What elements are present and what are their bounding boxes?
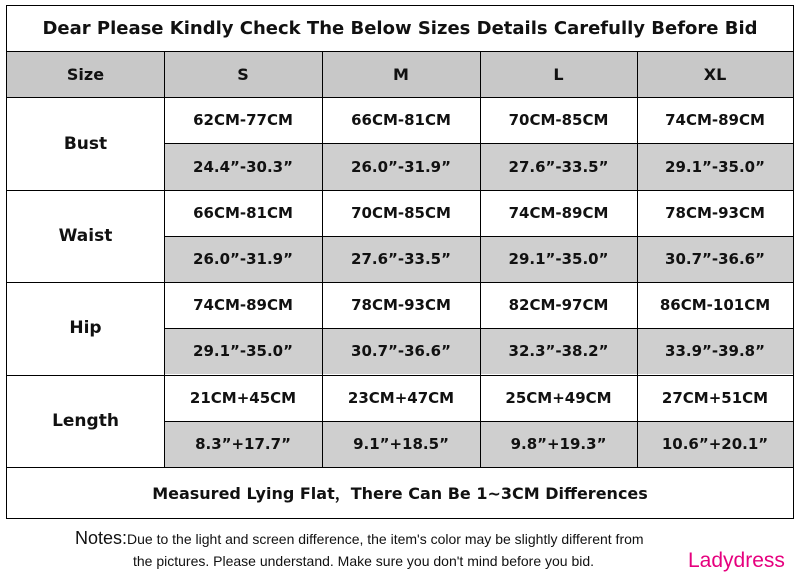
row-label-bust: Bust [63, 133, 108, 154]
grid-line [7, 282, 793, 283]
cell-inch: 33.9”-39.8” [637, 328, 793, 374]
header-size-xl: XL [637, 51, 793, 97]
cell-inch: 26.0”-31.9” [322, 143, 480, 190]
header-size-l: L [480, 51, 637, 97]
grid-line [164, 421, 793, 422]
cell-inch: 26.0”-31.9” [164, 236, 322, 282]
notes-line-2: the pictures. Please understand. Make sure you don't mind before you bid. [133, 553, 595, 569]
cell-cm: 25CM+49CM [505, 389, 612, 407]
size-chart-table [6, 5, 794, 519]
grid-line [7, 51, 793, 52]
cell-cm: 70CM-85CM [508, 111, 609, 129]
grid-line [7, 97, 793, 98]
measurement-note: Measured Lying Flat，There Can Be 1~3CM Differences [152, 484, 648, 503]
cell-inch: 10.6”+20.1” [637, 421, 793, 467]
cell-cm: 23CM+47CM [347, 389, 455, 407]
notes-heading: Notes: [75, 528, 128, 548]
cell-inch: 29.1”-35.0” [164, 328, 322, 374]
cell-inch: 9.1”+18.5” [322, 421, 480, 467]
page-title: Dear Please Kindly Check The Below Sizes Details Carefully Before Bid [42, 18, 758, 39]
notes-block [75, 528, 644, 549]
cell-cm: 78CM-93CM [351, 296, 451, 314]
grid-line [480, 51, 481, 467]
cell-cm: 78CM-93CM [665, 204, 765, 222]
grid-line [164, 143, 793, 144]
grid-line [637, 51, 638, 467]
header-size-label: Size [7, 51, 164, 97]
row-label-hip: Hip [69, 318, 102, 338]
cell-cm: 74CM-89CM [508, 204, 609, 222]
cell-inch: 27.6”-33.5” [480, 143, 637, 190]
cell-inch: 29.1”-35.0” [637, 143, 793, 190]
grid-line [7, 375, 793, 376]
cell-cm: 21CM+45CM [189, 389, 297, 407]
cell-cm: 74CM-89CM [665, 111, 765, 129]
cell-inch: 30.7”-36.6” [322, 328, 480, 374]
grid-line [164, 236, 793, 237]
row-label-waist: Waist [58, 226, 113, 246]
header-size-m: M [322, 51, 480, 97]
cell-cm: 66CM-81CM [193, 204, 293, 222]
cell-inch: 32.3”-38.2” [480, 328, 637, 374]
row-label-length: Length [52, 411, 119, 431]
cell-cm: 86CM-101CM [659, 296, 771, 314]
cell-cm: 74CM-89CM [193, 296, 293, 314]
grid-line [164, 51, 165, 467]
grid-line [7, 467, 793, 468]
grid-line [7, 190, 793, 191]
brand-logo: Ladydress [688, 549, 785, 572]
header-size-s: S [164, 51, 322, 97]
cell-cm: 27CM+51CM [661, 389, 769, 407]
cell-inch: 9.8”+19.3” [480, 421, 637, 467]
cell-cm: 70CM-85CM [351, 204, 451, 222]
cell-inch: 24.4”-30.3” [164, 143, 322, 190]
cell-inch: 8.3”+17.7” [164, 421, 322, 467]
cell-inch: 29.1”-35.0” [480, 236, 637, 282]
cell-cm: 66CM-81CM [351, 111, 451, 129]
cell-inch: 27.6”-33.5” [322, 236, 480, 282]
notes-line-1: Due to the light and screen difference, the item's color may be slightly different from [127, 531, 644, 547]
cell-cm: 62CM-77CM [193, 111, 293, 129]
cell-cm: 82CM-97CM [508, 296, 609, 314]
grid-line [322, 51, 323, 467]
grid-line [164, 328, 793, 329]
cell-inch: 30.7”-36.6” [637, 236, 793, 282]
